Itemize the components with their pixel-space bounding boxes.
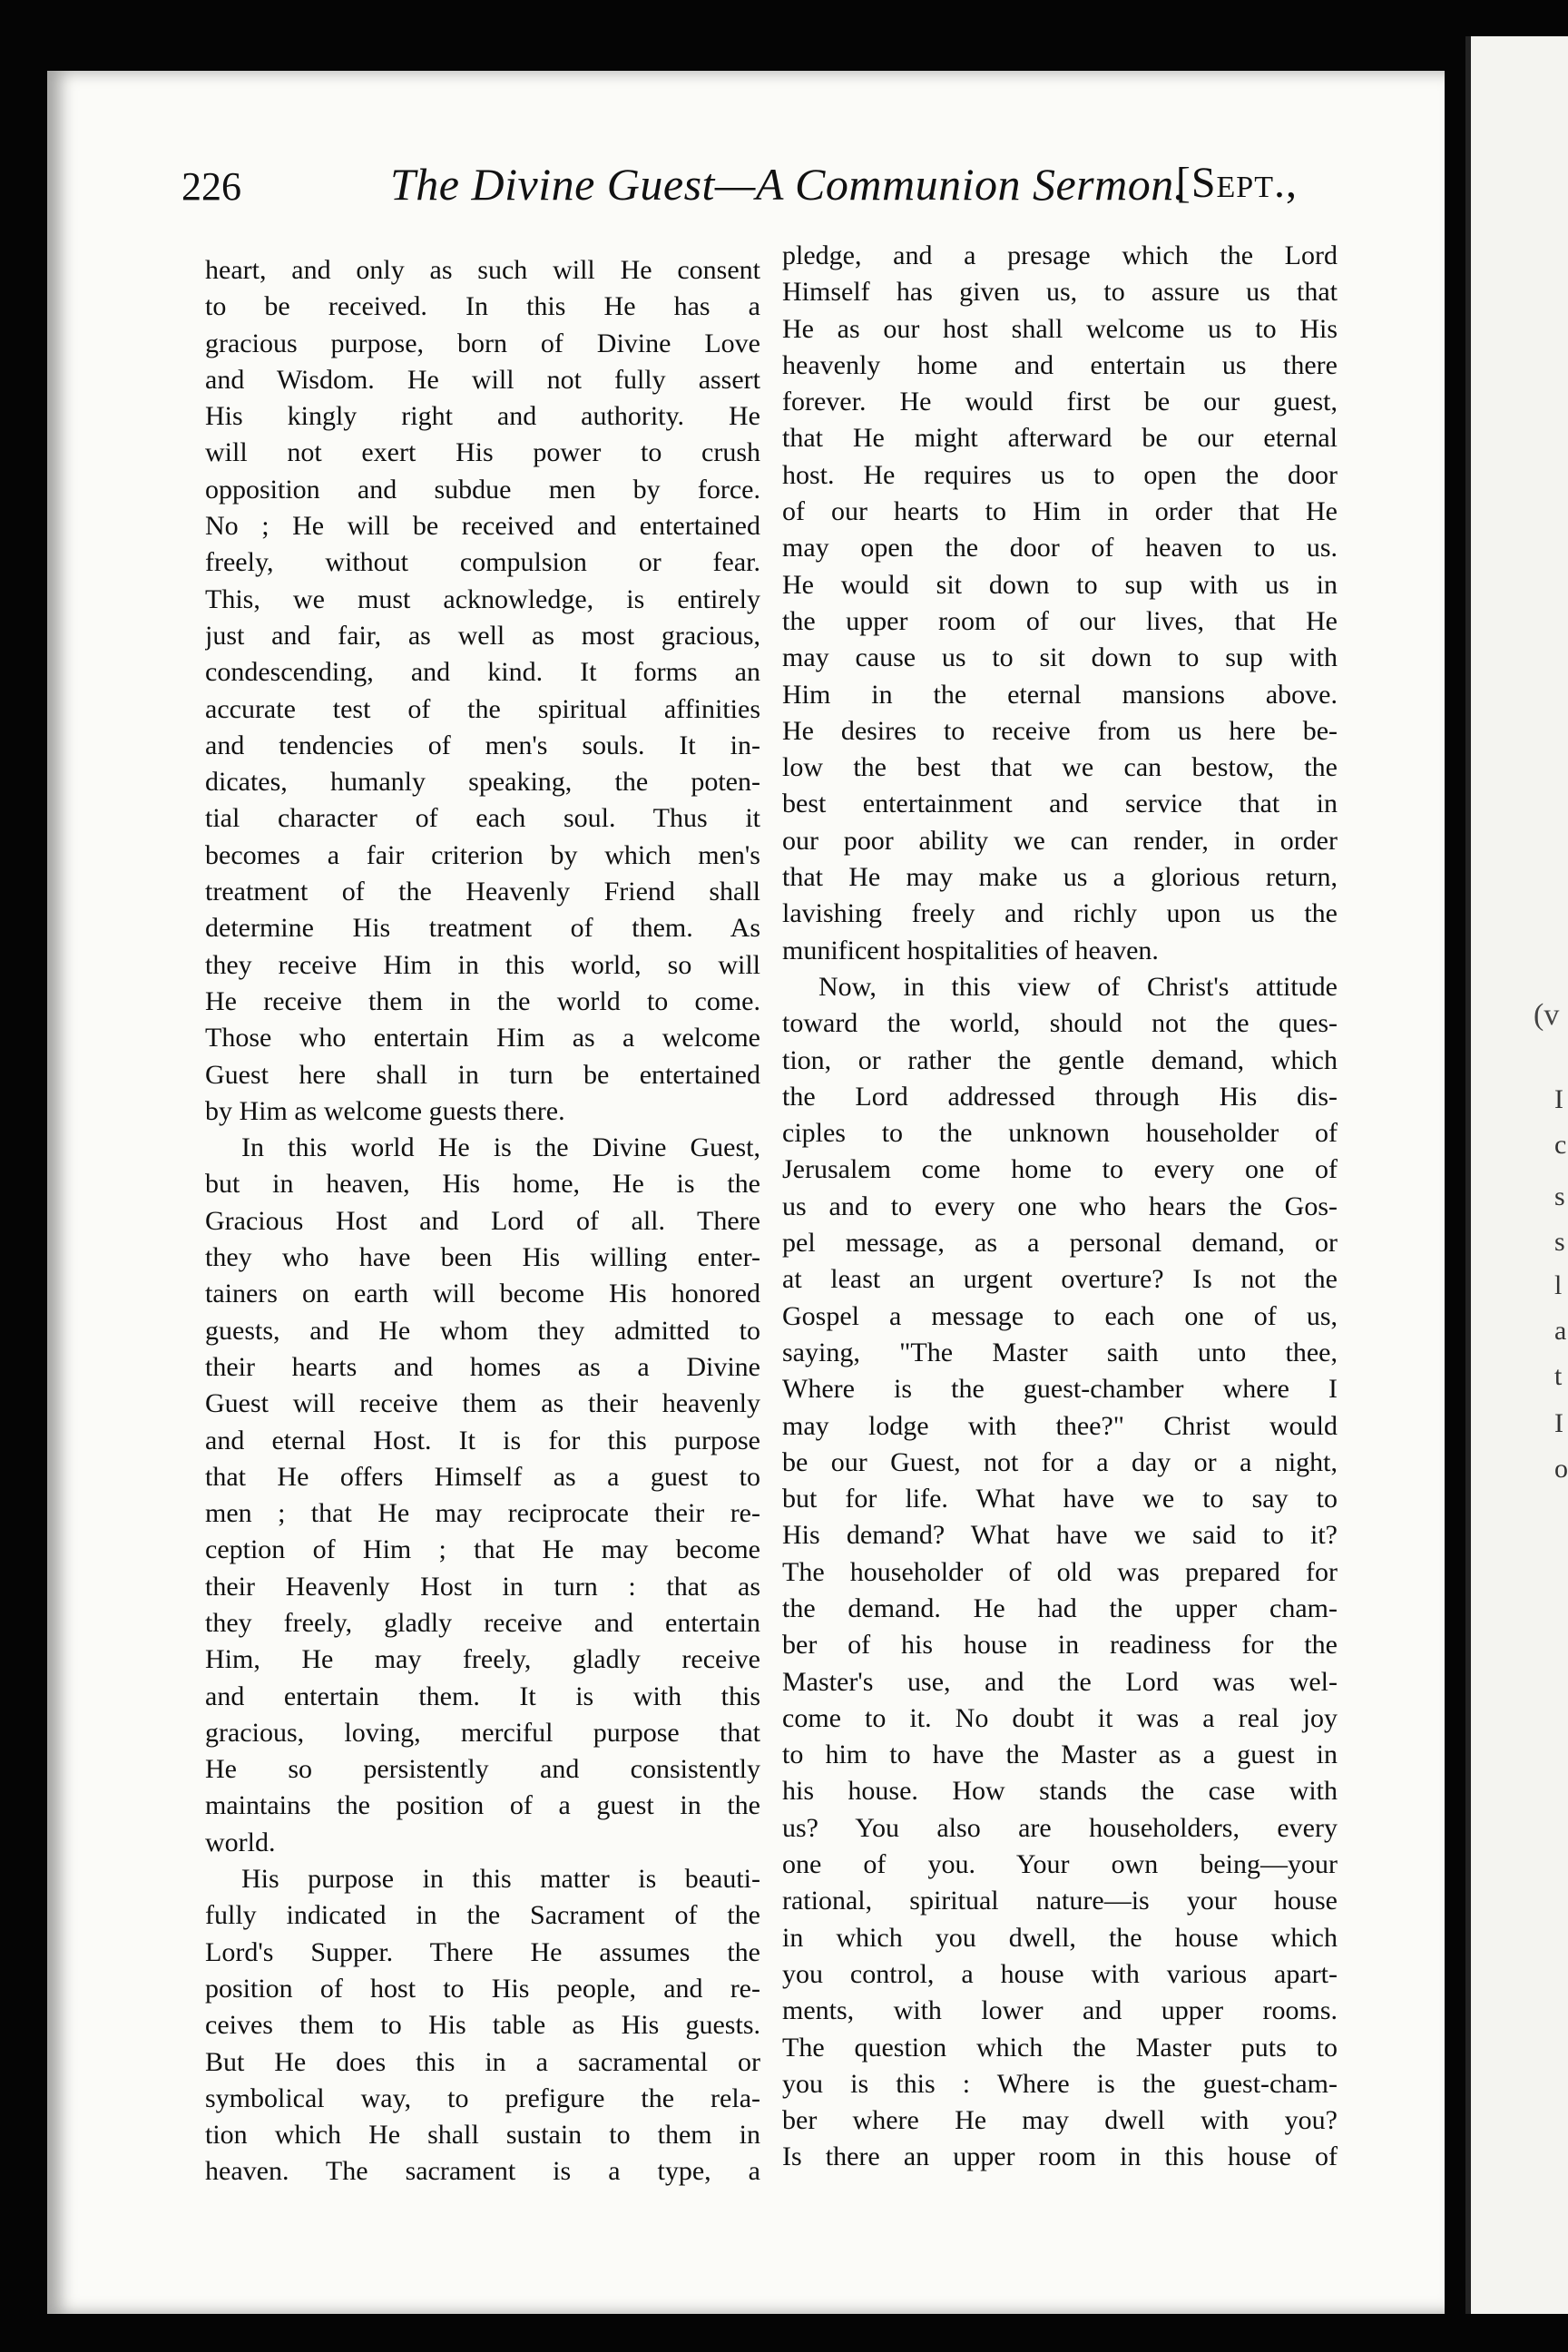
text-line: will not exert His power to crush [205, 437, 760, 468]
text-line: they freely, gladly receive and entertain [205, 1607, 760, 1638]
text-line: But He does this in a sacramental or [205, 2046, 760, 2077]
text-line: He as our host shall welcome us to His [782, 313, 1338, 344]
text-line: their Heavenly Host in turn : that as [205, 1571, 760, 1602]
text-line: to be received. In this He has a [205, 291, 760, 322]
adjacent-page-fragment: t [1554, 1361, 1563, 1391]
text-line: at least an urgent overture? Is not the [782, 1264, 1338, 1295]
text-line: us? You also are householders, every [782, 1812, 1338, 1843]
text-line: dicates, humanly speaking, the poten- [205, 767, 760, 798]
text-line: best entertainment and service that in [782, 789, 1338, 819]
text-line: He desires to receive from us here be- [782, 715, 1338, 746]
text-line: fully indicated in the Sacrament of the [205, 1900, 760, 1931]
text-line: symbolical way, to prefigure the rela- [205, 2082, 760, 2113]
running-header [181, 154, 1298, 218]
text-line: becomes a fair criterion by which men's [205, 839, 760, 870]
text-line: but for life. What have we to say to [782, 1484, 1338, 1514]
adjacent-page-fragment: a [1554, 1316, 1567, 1346]
text-line: toward the world, should not the ques- [782, 1008, 1338, 1039]
text-line: heavenly home and entertain us there [782, 349, 1338, 380]
text-line: and eternal Host. It is for this purpose [205, 1425, 760, 1455]
text-line: men ; that He may reciprocate their re- [205, 1498, 760, 1529]
adjacent-page-fragment: s [1554, 1181, 1565, 1211]
text-line: the upper room of our lives, that He [782, 605, 1338, 636]
text-line: tion which He shall sustain to them in [205, 2120, 760, 2151]
text-line: by Him as welcome guests there. [205, 1095, 565, 1126]
running-date: [Sept., [1175, 159, 1298, 207]
page-number: 226 [181, 164, 241, 209]
text-line: may cause us to sit down to sup with [782, 642, 1338, 673]
text-line: The question which the Master puts to [782, 2032, 1338, 2063]
text-line: that He offers Himself as a guest to [205, 1461, 760, 1492]
text-line: world. [205, 1827, 276, 1857]
text-line: Lord's Supper. There He assumes the [205, 1936, 760, 1967]
text-line: and tendencies of men's souls. It in- [205, 730, 760, 760]
text-line: He receive them in the world to come. [205, 985, 760, 1016]
text-line: that He may make us a glorious return, [782, 862, 1338, 893]
text-line: Gracious Host and Lord of all. There [205, 1205, 760, 1236]
text-line: Himself has given us, to assure us that [782, 277, 1338, 308]
text-line: they who have been His willing enter- [205, 1242, 760, 1273]
text-line: heaven. The sacrament is a type, a [205, 2156, 760, 2187]
text-line: ber where He may dwell with you? [782, 2105, 1338, 2136]
text-line: This, we must acknowledge, is entirely [205, 583, 760, 614]
text-line: of our hearts to Him in order that He [782, 496, 1338, 527]
text-line: accurate test of the spiritual affinities [205, 693, 760, 724]
text-line: Where is the guest-chamber where I [782, 1374, 1338, 1405]
text-line: host. He requires us to open the door [782, 459, 1338, 490]
text-line: maintains the position of a guest in the [205, 1790, 760, 1821]
text-line: and Wisdom. He will not fully assert [205, 364, 760, 395]
text-line: gracious purpose, born of Divine Love [205, 328, 760, 358]
text-line: pel message, as a personal demand, or [782, 1228, 1338, 1259]
running-title: The Divine Guest—A Communion Sermon. [390, 159, 1186, 210]
text-line: Gospel a message to each one of us, [782, 1300, 1338, 1331]
adjacent-page-fragment: I [1554, 1084, 1563, 1114]
text-line: just and fair, as well as most gracious, [205, 620, 760, 651]
text-line: the Lord addressed through His dis- [782, 1081, 1338, 1112]
text-line: gracious, loving, merciful purpose that [205, 1717, 760, 1748]
text-line: condescending, and kind. It forms an [205, 657, 760, 688]
text-line: low the best that we can bestow, the [782, 752, 1338, 783]
text-line: opposition and subdue men by force. [205, 474, 760, 505]
text-line: munificent hospitalities of heaven. [782, 935, 1159, 965]
text-line: the demand. He had the upper cham- [782, 1592, 1338, 1623]
text-line: ceives them to His table as His guests. [205, 2010, 760, 2041]
adjacent-page-fragment: s [1554, 1227, 1565, 1257]
text-line: rational, spiritual nature—is your house [782, 1886, 1338, 1916]
text-line: His kingly right and authority. He [205, 401, 760, 432]
text-line: freely, without compulsion or fear. [205, 547, 760, 578]
text-line: ception of Him ; that He may become [205, 1534, 760, 1565]
text-line: one of you. Your own being—your [782, 1849, 1338, 1880]
text-line: determine His treatment of them. As [205, 913, 760, 944]
text-line: ciples to the unknown householder of [782, 1118, 1338, 1149]
text-line: tainers on earth will become His honored [205, 1279, 760, 1309]
text-line: ber of his house in readiness for the [782, 1630, 1338, 1661]
text-line: No ; He will be received and entertained [205, 511, 760, 542]
text-line: Him in the eternal mansions above. [782, 679, 1338, 710]
text-line: heart, and only as such will He consent [205, 255, 760, 285]
text-line: He would sit down to sup with us in [782, 569, 1338, 600]
text-line: Now, in this view of Christ's attitude [818, 971, 1338, 1002]
text-line: that He might afterward be our eternal [782, 423, 1338, 454]
text-line: in which you dwell, the house which [782, 1922, 1338, 1953]
text-line: forever. He would first be our guest, [782, 387, 1338, 417]
margin-mark: (v [1534, 998, 1560, 1032]
text-line: our poor ability we can render, in order [782, 825, 1338, 856]
text-line: to him to have the Master as a guest in [782, 1740, 1338, 1770]
text-line: guests, and He whom they admitted to [205, 1315, 760, 1346]
text-line: pledge, and a presage which the Lord [782, 240, 1338, 270]
text-line: they receive Him in this world, so will [205, 949, 760, 980]
text-line: you is this : Where is the guest-cham- [782, 2068, 1338, 2099]
text-line: but in heaven, His home, He is the [205, 1169, 760, 1200]
text-line: their hearts and homes as a Divine [205, 1351, 760, 1382]
adjacent-page-fragment: l [1554, 1270, 1563, 1300]
text-line: He so persistently and consistently [205, 1754, 760, 1785]
text-line: tion, or rather the gentle demand, which [782, 1044, 1338, 1075]
text-line: come to it. No doubt it was a real joy [782, 1702, 1338, 1733]
text-line: Guest here shall in turn be entertained [205, 1059, 760, 1090]
adjacent-page-fragment: o [1554, 1454, 1568, 1484]
text-line: In this world He is the Divine Guest, [241, 1132, 760, 1163]
text-line: saying, "The Master saith unto thee, [782, 1337, 1338, 1367]
text-line: you control, a house with various apart- [782, 1958, 1338, 1989]
adjacent-page-fragment: c [1554, 1130, 1567, 1160]
text-line: His purpose in this matter is beauti- [241, 1864, 760, 1895]
text-line: His demand? What have we said to it? [782, 1520, 1338, 1551]
text-line: be our Guest, not for a day or a night, [782, 1446, 1338, 1477]
text-line: ments, with lower and upper rooms. [782, 1995, 1338, 2026]
text-line: Those who entertain Him as a welcome [205, 1023, 760, 1054]
text-line: and entertain them. It is with this [205, 1681, 760, 1711]
adjacent-page-fragment: I [1554, 1408, 1563, 1438]
text-line: us and to every one who hears the Gos- [782, 1191, 1338, 1221]
text-line: Master's use, and the Lord was wel- [782, 1666, 1338, 1697]
text-line: may lodge with thee?" Christ would [782, 1410, 1338, 1441]
text-line: lavishing freely and richly upon us the [782, 898, 1338, 929]
text-line: Guest will receive them as their heavenly [205, 1388, 760, 1419]
left-text-column [205, 252, 760, 2190]
text-line: Is there an upper room in this house of [782, 2141, 1338, 2172]
text-line: The householder of old was prepared for [782, 1556, 1338, 1587]
text-line: Jerusalem come home to every one of [782, 1154, 1338, 1185]
adjacent-page-edge [1465, 36, 1568, 2314]
text-line: Him, He may freely, gladly receive [205, 1644, 760, 1675]
text-line: his house. How stands the case with [782, 1776, 1338, 1807]
text-line: may open the door of heaven to us. [782, 533, 1338, 564]
text-line: treatment of the Heavenly Friend shall [205, 877, 760, 907]
text-line: position of host to His people, and re- [205, 1973, 760, 2004]
right-text-column [782, 238, 1338, 2176]
text-line: tial character of each soul. Thus it [205, 803, 760, 834]
